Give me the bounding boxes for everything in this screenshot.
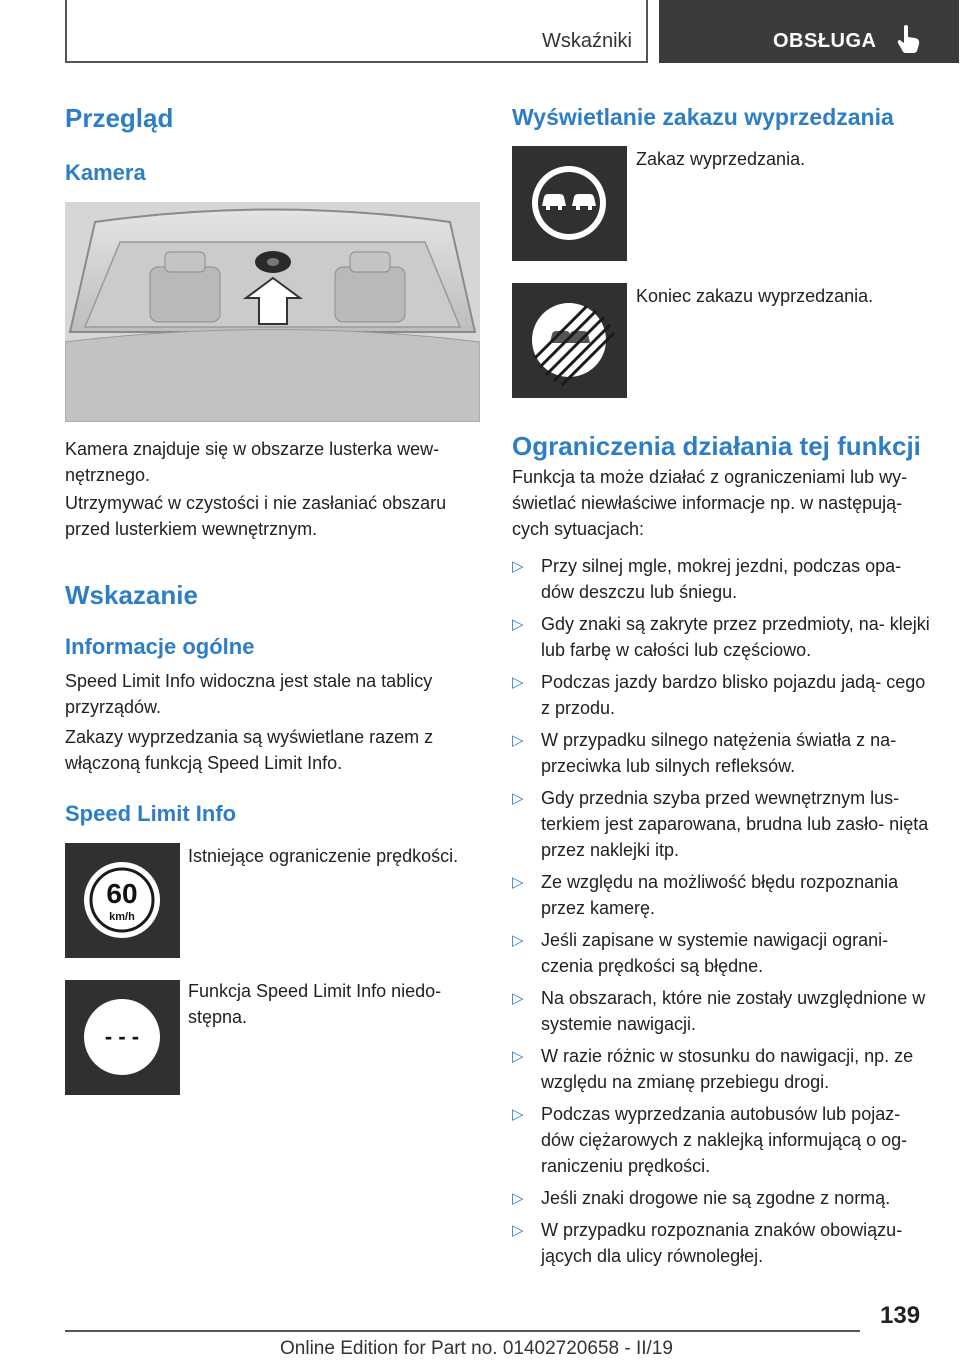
speed-limit-value: 60 <box>106 878 138 909</box>
limits-intro: Funkcja ta może działać z ograniczeniami lub wy- świetlać niewłaściwe informacje np. w następują- cych sytuacjach: <box>512 467 908 539</box>
speed-limit-unit: km/h <box>109 911 135 923</box>
header-section-box <box>65 0 648 63</box>
page-number: 139 <box>880 1302 921 1329</box>
sli-item-1-text: Istniejące ograniczenie prędkości. <box>188 846 459 866</box>
list-item: ▷ Gdy przednia szyba przed wewnętrznym lus- terkiem jest zaparowana, brudna lub zasło- nięta przez naklejki itp. <box>512 788 929 860</box>
hand-pointer-icon <box>895 24 921 54</box>
heading-kamera: Kamera <box>65 160 146 185</box>
list-item: ▷ W przypadku rozpoznania znaków obowiązu- jących dla ulicy równoległej. <box>512 1220 903 1266</box>
list-item: ▷ Podczas wyprzedzania autobusów lub pojaz- dów ciężarowych z naklejką informującą o og- raniczeniu prędkości. <box>512 1104 908 1176</box>
header-section-title: Wskaźniki <box>541 30 632 52</box>
end-no-overtaking-sign <box>512 283 627 398</box>
list-item: ▷ Na obszarach, które nie zostały uwzględnione w systemie nawigacji. <box>512 988 926 1034</box>
list-item: ▷ Podczas jazdy bardzo blisko pojazdu jadą- cego z przodu. <box>512 672 926 718</box>
triangle-bullet-icon: ▷ <box>512 732 524 749</box>
sli-item-2-text: Funkcja Speed Limit Info niedo- stępna. <box>188 981 442 1027</box>
overtake-item-1-text: Zakaz wyprzedzania. <box>636 149 806 169</box>
speed-limit-60-display <box>65 843 180 958</box>
heading-limits: Ograniczenia działania tej funkcji <box>512 431 921 461</box>
list-item: ▷ Gdy znaki są zakryte przez przedmioty, na- klejki lub farbę w całości lub częściowo. <box>512 614 930 660</box>
triangle-bullet-icon: ▷ <box>512 1222 524 1239</box>
overtake-item-2-text: Koniec zakazu wyprzedzania. <box>636 286 874 306</box>
triangle-bullet-icon: ▷ <box>512 932 524 949</box>
heading-overtake-display: Wyświetlanie zakazu wyprzedzania <box>512 104 894 130</box>
list-item: ▷ Jeśli znaki drogowe nie są zgodne z normą. <box>512 1185 930 1211</box>
limits-bullet-list <box>512 553 930 1275</box>
list-item: ▷ Jeśli zapisane w systemie nawigacji ograni- czenia prędkości są błędne. <box>512 930 889 976</box>
triangle-bullet-icon: ▷ <box>512 1048 524 1065</box>
page-header <box>65 0 959 64</box>
heading-informacje-ogolne: Informacje ogólne <box>65 634 255 659</box>
title-przeglad: Przegląd <box>65 103 174 133</box>
footer-edition: Online Edition for Part no. 01402720658 - II/19 <box>280 1338 673 1359</box>
general-paragraph-2: Zakazy wyprzedzania są wyświetlane razem z włączoną funkcją Speed Limit Info. <box>65 727 434 773</box>
header-chapter-box <box>659 0 959 63</box>
camera-location-figure <box>65 202 480 422</box>
triangle-bullet-icon: ▷ <box>512 616 524 633</box>
triangle-bullet-icon: ▷ <box>512 874 524 891</box>
speed-limit-unavailable-display <box>65 980 180 1095</box>
camera-paragraph-1: Kamera znajduje się w obszarze lusterka wew- nętrznego. <box>65 439 440 485</box>
footer-divider <box>65 1330 860 1332</box>
triangle-bullet-icon: ▷ <box>512 558 524 575</box>
triangle-bullet-icon: ▷ <box>512 1106 524 1123</box>
list-item: ▷ Ze względu na możliwość błędu rozpoznania przez kamerę. <box>512 872 899 918</box>
triangle-bullet-icon: ▷ <box>512 1190 524 1207</box>
heading-speed-limit-info: Speed Limit Info <box>65 801 237 826</box>
list-item: ▷ W razie różnic w stosunku do nawigacji, np. ze względu na zmianę przebiegu drogi. <box>512 1046 914 1092</box>
header-chapter-title: OBSŁUGA <box>773 30 877 52</box>
triangle-bullet-icon: ▷ <box>512 674 524 691</box>
general-paragraph-1: Speed Limit Info widoczna jest stale na tablicy przyrządów. <box>65 671 433 717</box>
triangle-bullet-icon: ▷ <box>512 990 524 1007</box>
heading-wskazanie: Wskazanie <box>65 580 198 610</box>
speed-limit-unavailable-value: - - - <box>104 1024 140 1049</box>
list-item: ▷ Przy silnej mgle, mokrej jezdni, podczas opa- dów deszczu lub śniegu. <box>512 556 902 602</box>
car-interior-illustration <box>65 202 480 422</box>
no-overtaking-sign <box>512 146 627 261</box>
list-item: ▷ W przypadku silnego natężenia światła z na- przeciwka lub silnych refleksów. <box>512 730 897 776</box>
triangle-bullet-icon: ▷ <box>512 790 524 807</box>
camera-paragraph-2: Utrzymywać w czystości i nie zasłaniać obszaru przed lusterkiem wewnętrznym. <box>65 493 447 539</box>
